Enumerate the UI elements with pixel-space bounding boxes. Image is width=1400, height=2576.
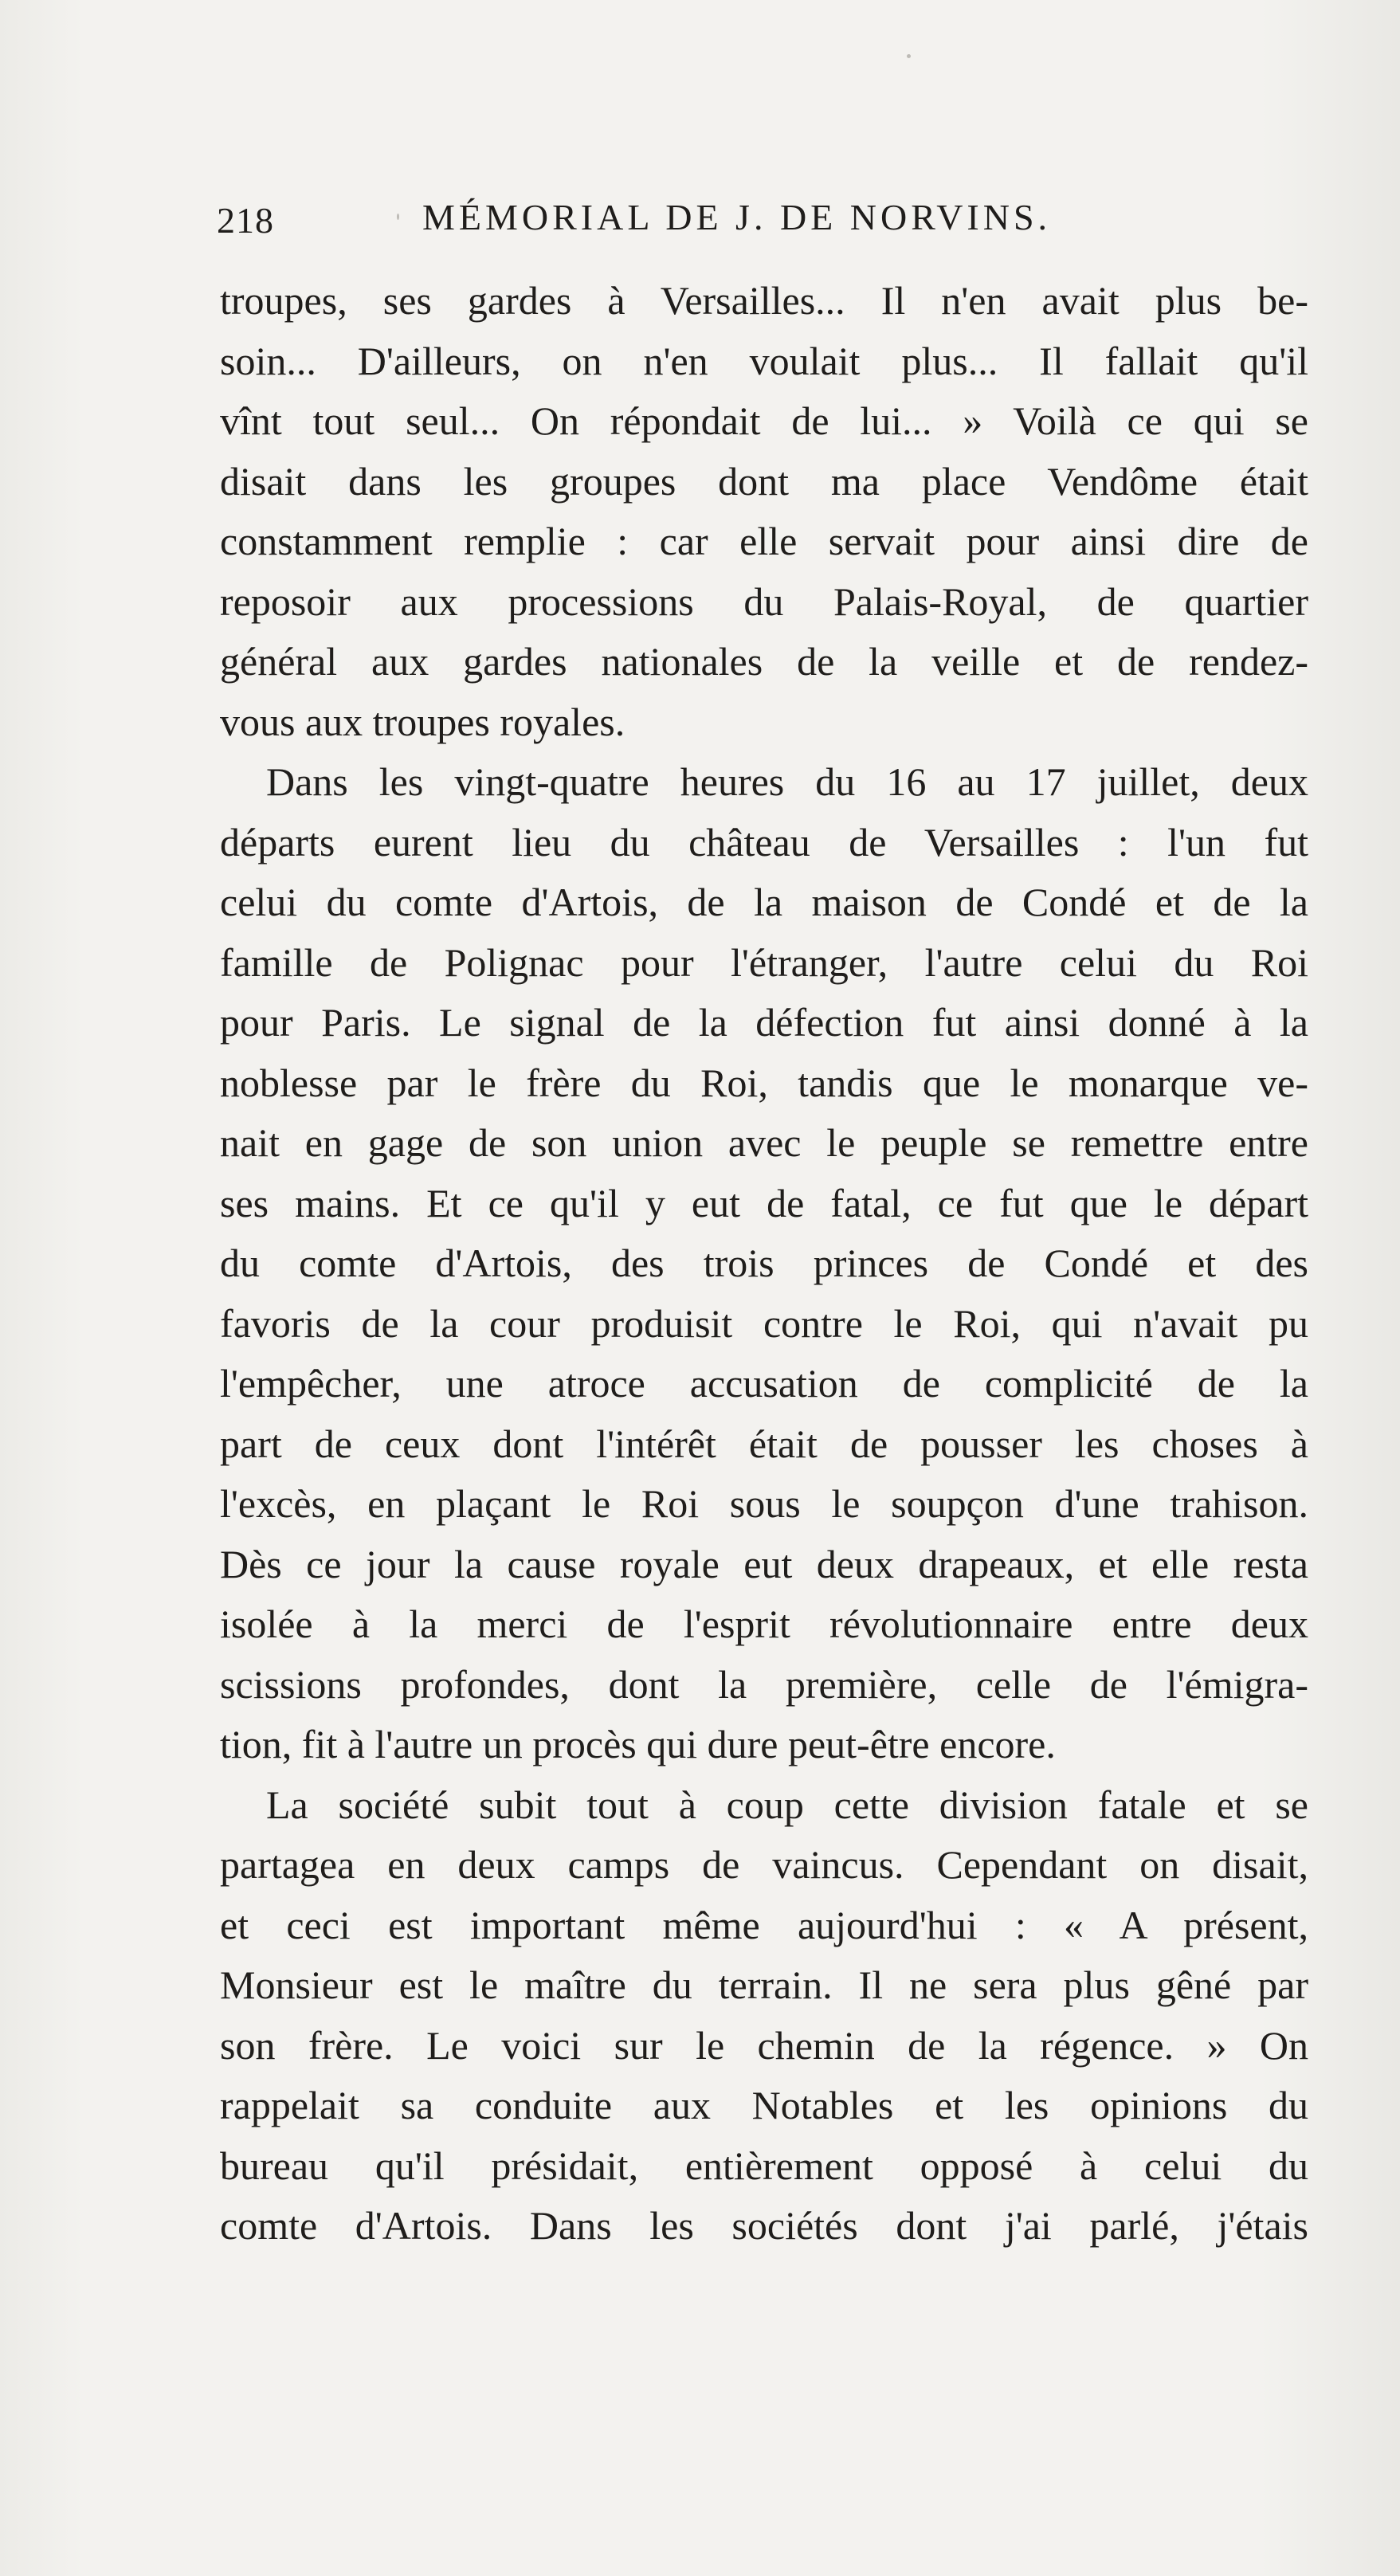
text-line: comte d'Artois. Dans les sociétés dont j'ai parlé, j'étais xyxy=(220,2203,1308,2248)
paper-speck xyxy=(907,54,911,58)
text-line: isolée à la merci de l'esprit révolutionnaire entre deux xyxy=(220,1602,1308,1646)
text-line: départs eurent lieu du château de Versailles : l'un fut xyxy=(220,819,1308,865)
text-line: son frère. Le voici sur le chemin de la régence. » On xyxy=(220,2022,1308,2068)
text-line: et ceci est important même aujourd'hui : « A présent, xyxy=(220,1902,1308,1947)
page-number: 218 xyxy=(217,200,274,241)
text-line: l'excès, en plaçant le Roi sous le soupçon d'une trahison. xyxy=(220,1481,1308,1526)
text-line: part de ceux dont l'intérêt était de pousser les choses à xyxy=(220,1421,1308,1466)
body-text xyxy=(220,271,1308,2256)
text-line: tion, fit à l'autre un procès qui dure peut-être encore. xyxy=(220,1722,1056,1766)
text-line: famille de Polignac pour l'étranger, l'autre celui du Roi xyxy=(220,939,1308,985)
text-line: vînt tout seul... On répondait de lui... » Voilà ce qui se xyxy=(220,398,1308,443)
text-line: nait en gage de son union avec le peuple se remettre entre xyxy=(220,1120,1308,1165)
text-line: reposoir aux processions du Palais-Royal, de quartier xyxy=(220,578,1308,624)
text-line: ses mains. Et ce qu'il y eut de fatal, ce fut que le départ xyxy=(220,1180,1308,1225)
text-line: Monsieur est le maître du terrain. Il ne sera plus gêné par xyxy=(220,1962,1308,2007)
text-line: l'empêcher, une atroce accusation de complicité de la xyxy=(220,1361,1308,1406)
text-line: partagea en deux camps de vaincus. Cependant on disait, xyxy=(220,1842,1308,1887)
text-line: celui du comte d'Artois, de la maison de Condé et de la xyxy=(220,880,1308,924)
text-line: Dans les vingt-quatre heures du 16 au 17 juillet, deux xyxy=(266,759,1308,804)
text-line: favoris de la cour produisit contre le Roi, qui n'avait pu xyxy=(220,1300,1308,1346)
text-line: soin... D'ailleurs, on n'en voulait plus... Il fallait qu'il xyxy=(220,338,1308,383)
text-line: bureau qu'il présidait, entièrement opposé à celui du xyxy=(220,2143,1308,2188)
text-line: du comte d'Artois, des trois princes de Condé et des xyxy=(220,1241,1308,1285)
text-line: noblesse par le frère du Roi, tandis que le monarque ve- xyxy=(220,1060,1308,1105)
text-line: constamment remplie : car elle servait pour ainsi dire de xyxy=(220,519,1308,563)
text-line: troupes, ses gardes à Versailles... Il n'en avait plus be- xyxy=(220,278,1308,323)
text-line: Dès ce jour la cause royale eut deux drapeaux, et elle resta xyxy=(220,1541,1308,1586)
text-line: scissions profondes, dont la première, celle de l'émigra- xyxy=(220,1661,1308,1707)
page-header xyxy=(217,188,1085,252)
text-line: disait dans les groupes dont ma place Vendôme était xyxy=(220,458,1308,504)
text-line: La société subit tout à coup cette division fatale et se xyxy=(266,1782,1308,1827)
text-line: rappelait sa conduite aux Notables et les opinions du xyxy=(220,2083,1308,2127)
text-line: vous aux troupes royales. xyxy=(220,699,625,744)
text-line: général aux gardes nationales de la veille et de rendez- xyxy=(220,639,1308,684)
running-head: MÉMORIAL DE J. DE NORVINS. xyxy=(422,197,1052,237)
text-line: pour Paris. Le signal de la défection fut ainsi donné à la xyxy=(220,1000,1308,1045)
